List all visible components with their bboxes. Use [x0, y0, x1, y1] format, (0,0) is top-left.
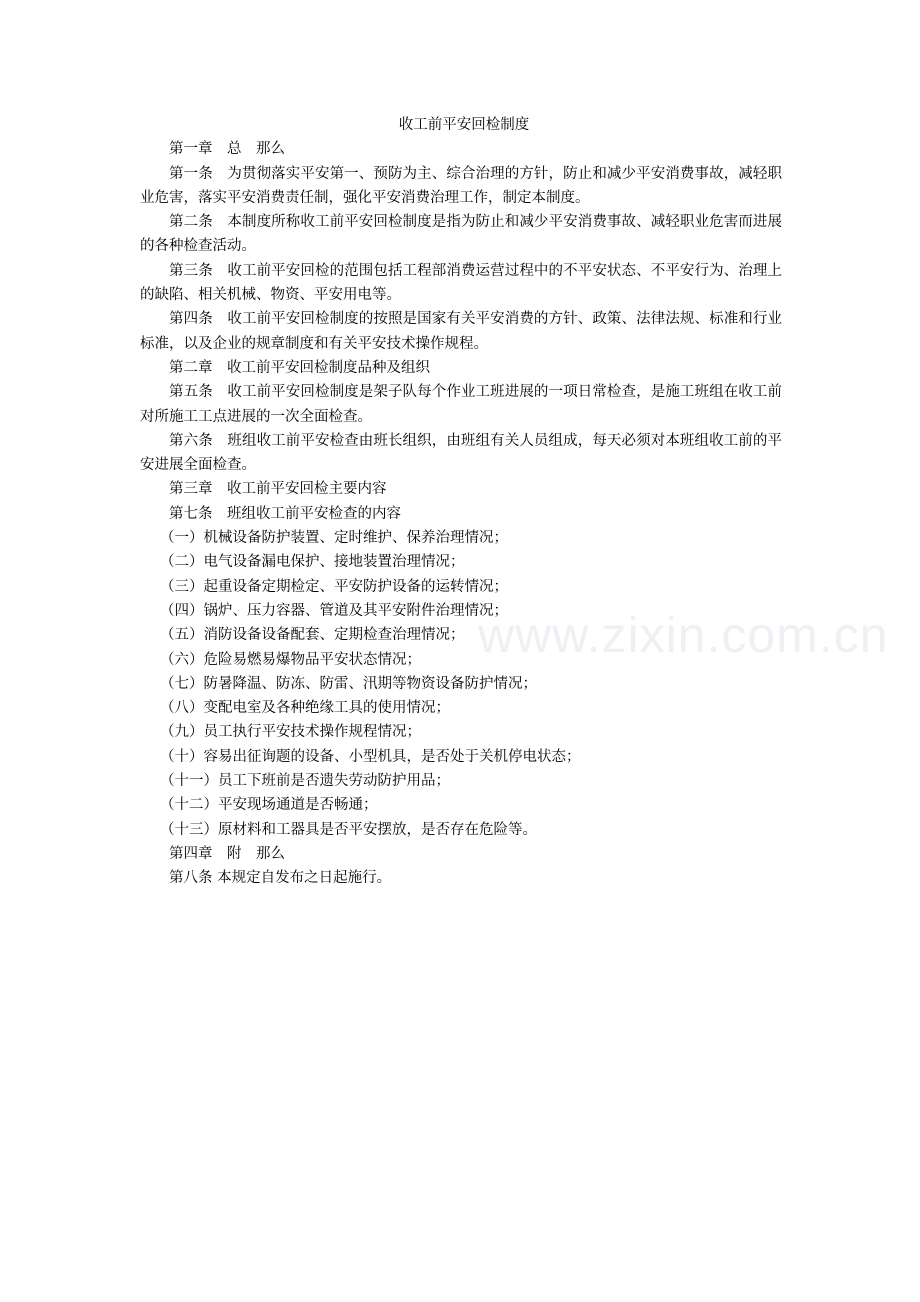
list-item: （六）危险易燃易爆物品平安状态情况； [160, 651, 421, 668]
list-item: （十二）平安现场通道是否畅通； [160, 797, 378, 814]
list-item: （十）容易出征询题的设备、小型机具，是否处于关机停电状态； [160, 748, 581, 765]
article-4: 第四条 收工前平安回检制度的按照是国家有关平安消费的方针、政策、法律法规、标准和行业标准，以及企业的规章制度和有关平安技术操作规程。 [140, 311, 782, 352]
list-item: （九）员工执行平安技术操作规程情况； [160, 724, 421, 741]
list-item: （七）防暑降温、防冻、防雷、汛期等物资设备防护情况； [160, 675, 537, 692]
article-1: 第一条 为贯彻落实平安第一、预防为主、综合治理的方针，防止和减少平安消费事故，减轻职业危害，落实平安消费责任制，强化平安消费治理工作，制定本制度。 [140, 165, 782, 206]
article-8: 第八条 本规定自发布之日起施行。 [169, 870, 392, 887]
list-item: （二）电气设备漏电保护、接地装置治理情况； [160, 554, 465, 571]
chapter-1-heading: 第一章 总 那么 [169, 141, 285, 158]
document-title: 收工前平安回检制度 [398, 117, 530, 133]
article-2: 第二条 本制度所称收工前平安回检制度是指为防止和减少平安消费事故、减轻职业危害而进展的各种检查活动。 [140, 214, 782, 255]
list-item: （十三）原材料和工器具是否平安摆放，是否存在危险等。 [160, 821, 537, 838]
article-6: 第六条 班组收工前平安检查由班长组织，由班组有关人员组成，每天必须对本班组收工前的平安进展全面检查。 [140, 432, 782, 474]
chapter-4-heading: 第四章 附 那么 [169, 845, 285, 862]
list-item: （十一）员工下班前是否遗失劳动防护用品； [160, 773, 450, 790]
document-body [140, 113, 782, 891]
list-item: （五）消防设备设备配套、定期检查治理情况； [160, 627, 465, 644]
watermark-text: www.zixin.com.cn [478, 607, 889, 663]
chapter-3-heading: 第三章 收工前平安回检主要内容 [169, 481, 387, 498]
article-5: 第五条 收工前平安回检制度是架子队每个作业工班进展的一项日常检查，是施工班组在收工前对所施工工点进展的一次全面检查。 [140, 384, 782, 425]
chapter-2-heading: 第二章 收工前平安回检制度品种及组织 [169, 359, 430, 376]
list-item: （三）起重设备定期检定、平安防护设备的运转情况； [160, 578, 508, 595]
list-item: （四）锅炉、压力容器、管道及其平安附件治理情况； [160, 602, 508, 619]
article-3: 第三条 收工前平安回检的范围包括工程部消费运营过程中的不平安状态、不平安行为、治理上的缺陷、相关机械、物资、平安用电等。 [140, 262, 782, 304]
list-item: （一）机械设备防护装置、定时维护、保养治理情况； [160, 530, 508, 547]
list-item: （八）变配电室及各种绝缘工具的使用情况； [160, 700, 450, 717]
article-7: 第七条 班组收工前平安检查的内容 [169, 505, 401, 522]
